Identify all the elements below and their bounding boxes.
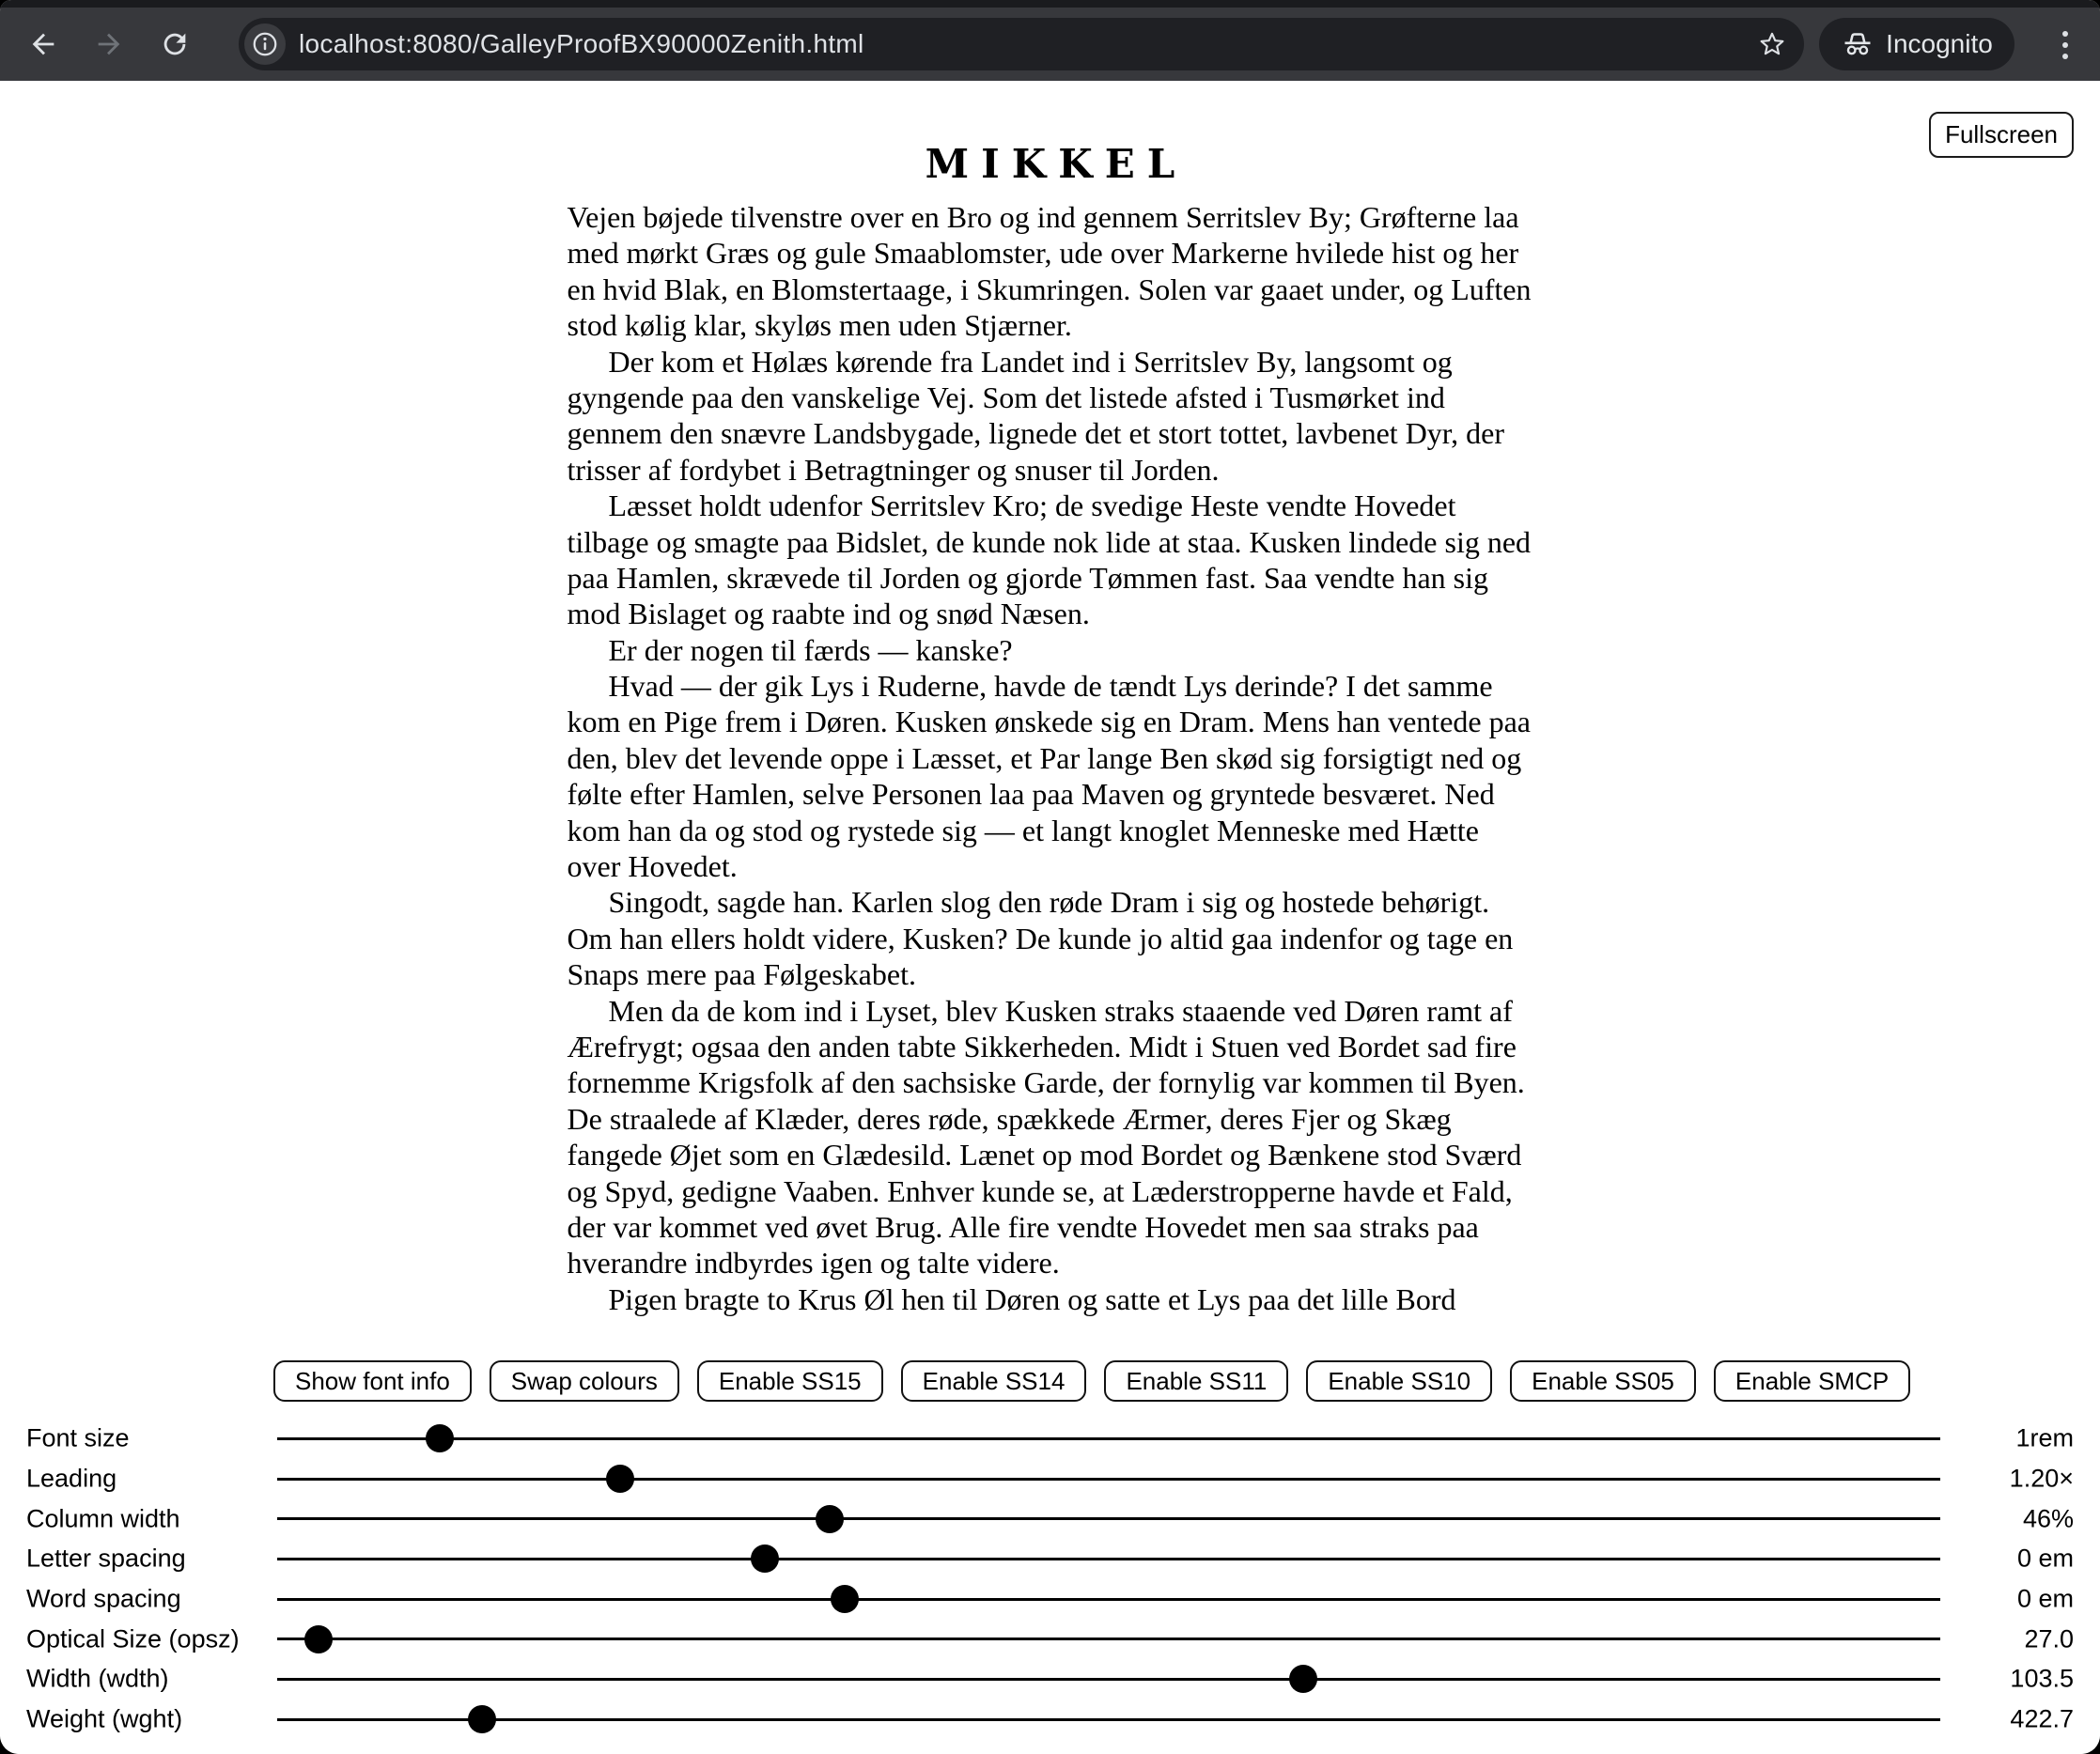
paragraph: Singodt, sagde han. Karlen slog den røde Dram i sig og hostede behørigt. Om han ellers holdt videre, Kusken? De kunde jo altid gaa indenfor og tage en Snaps mere paa Følgeskabet. <box>567 885 1514 992</box>
menu-button[interactable] <box>2061 26 2070 64</box>
menu-dot <box>2062 54 2068 59</box>
paragraph: Pigen bragte to Krus Øl hen til Døren og satte et Lys paa det lille Bord <box>608 1281 1456 1316</box>
slider-row-word-spacing <box>0 1579 2100 1620</box>
paragraph: Læsset holdt udenfor Serritslev Kro; de svedige Heste vendte Hovedet tilbage og smagte paa Bidslet, de kunde nok lide at staa. Kusken lindede sig ned paa Hamlen, skrævede til Jorden og gjorde Tømmen fast. Saa vendte han sig mod Bislaget og raabte ind og snød Næsen. <box>567 489 1532 631</box>
slider-value: 1rem <box>2015 1423 2074 1452</box>
menu-dot <box>2062 42 2068 48</box>
enable-ss11-button[interactable]: Enable SS11 <box>1104 1360 1288 1402</box>
slider-value: 1.20× <box>2009 1464 2074 1493</box>
slider-track[interactable] <box>277 1659 1940 1700</box>
slider-label: Leading <box>26 1464 117 1493</box>
enable-smcp-button[interactable]: Enable SMCP <box>1714 1360 1910 1402</box>
slider-track-line <box>277 1678 1940 1681</box>
slider-label: Optical Size (opsz) <box>26 1624 240 1653</box>
browser-toolbar <box>0 8 2100 81</box>
slider-track[interactable] <box>277 1459 1940 1499</box>
slider-value: 103.5 <box>2010 1664 2074 1693</box>
incognito-icon <box>1841 27 1874 61</box>
slider-label: Word spacing <box>26 1584 181 1613</box>
slider-row-column-width <box>0 1498 2100 1539</box>
slider-panel <box>0 1419 2100 1740</box>
bookmark-button[interactable] <box>1755 27 1789 61</box>
slider-knob[interactable] <box>816 1505 844 1533</box>
slider-knob[interactable] <box>304 1625 333 1653</box>
forward-button[interactable] <box>92 27 126 61</box>
slider-row-weight <box>0 1700 2100 1740</box>
url-text: localhost:8080/GalleyProofBX90000Zenith.html <box>299 29 864 58</box>
fullscreen-button[interactable]: Fullscreen <box>1929 112 2074 158</box>
reload-icon <box>159 28 191 60</box>
enable-ss05-button[interactable]: Enable SS05 <box>1510 1360 1696 1402</box>
slider-row-leading <box>0 1459 2100 1499</box>
slider-label: Column width <box>26 1504 180 1533</box>
slider-label: Weight (wght) <box>26 1704 183 1733</box>
slider-label: Letter spacing <box>26 1544 186 1573</box>
slider-knob[interactable] <box>751 1544 779 1573</box>
back-button[interactable] <box>26 27 60 61</box>
slider-knob[interactable] <box>468 1705 496 1733</box>
slider-label: Width (wdth) <box>26 1664 169 1693</box>
slider-knob[interactable] <box>606 1465 634 1493</box>
menu-dot <box>2062 31 2068 37</box>
slider-value: 0 em <box>2016 1544 2074 1573</box>
slider-row-width <box>0 1659 2100 1700</box>
feature-button-row <box>273 1360 1910 1402</box>
page-title: MIKKEL <box>925 141 1188 187</box>
forward-arrow-icon <box>93 28 125 60</box>
paragraph: Vejen bøjede tilvenstre over en Bro og ind gennem Serritslev By; Grøfterne laa med mørkt Græs og gule Smaablomster, ude over Markerne hvilede hist og her en hvid Blak, en Blomstertaage, i Skumringen. Solen var gaaet under, og Luften stod kølig klar, skyløs men uden Stjærner. <box>567 200 1532 343</box>
incognito-badge <box>1819 18 2014 70</box>
slider-value: 422.7 <box>2010 1704 2074 1733</box>
incognito-label: Incognito <box>1886 29 1993 58</box>
slider-track[interactable] <box>277 1700 1940 1740</box>
enable-ss10-button[interactable]: Enable SS10 <box>1306 1360 1492 1402</box>
slider-track[interactable] <box>277 1619 1940 1659</box>
enable-ss14-button[interactable]: Enable SS14 <box>901 1360 1087 1402</box>
info-icon <box>251 30 279 58</box>
slider-track-line <box>277 1437 1940 1440</box>
slider-track-line <box>277 1718 1940 1721</box>
slider-track-line <box>277 1558 1940 1560</box>
reload-button[interactable] <box>158 27 192 61</box>
slider-row-font-size <box>0 1419 2100 1459</box>
slider-track-line <box>277 1638 1940 1640</box>
slider-track-line <box>277 1478 1940 1481</box>
slider-row-optical-size <box>0 1619 2100 1659</box>
enable-ss15-button[interactable]: Enable SS15 <box>697 1360 883 1402</box>
slider-track[interactable] <box>277 1579 1940 1620</box>
slider-track[interactable] <box>277 1539 1940 1579</box>
slider-track[interactable] <box>277 1419 1940 1459</box>
window-titlebar <box>0 0 2100 8</box>
swap-colours-button[interactable]: Swap colours <box>490 1360 679 1402</box>
page-content <box>0 81 2100 1754</box>
slider-track-line <box>277 1517 1940 1520</box>
slider-label: Font size <box>26 1423 130 1452</box>
site-info-button[interactable] <box>244 23 286 65</box>
paragraph: Hvad — der gik Lys i Ruderne, havde de tændt Lys derinde? I det samme kom en Pige frem i Døren. Kusken ønskede sig en Dram. Mens han ventede paa den, blev det levende oppe i Læsset, et Par lange Ben skød sig forsigtigt ned og følte efter Hamlen, selve Personen laa paa Maven og gryntede besværet. Ned kom han da og stod og rystede sig — et langt knoglet Menneske med Hætte over Hovedet. <box>567 669 1531 884</box>
slider-knob[interactable] <box>831 1585 859 1613</box>
slider-value: 46% <box>2022 1504 2074 1533</box>
paragraph: Der kom et Hølæs kørende fra Landet ind i Serritslev By, langsomt og gyngende paa den vanskelige Vej. Som det listede afsted i Tusmørket ind gennem den snævre Landsbygade, lignede det et stort tottet, lavbenet Dyr, der trisser af fordybet i Betragtninger og snuser til Jorden. <box>567 344 1505 487</box>
slider-row-letter-spacing <box>0 1539 2100 1579</box>
galley-text <box>0 199 2100 1317</box>
bookmark-star-icon <box>1757 29 1787 59</box>
paragraph: Er der nogen til færds — kanske? <box>608 632 1013 667</box>
slider-track-line <box>277 1598 1940 1601</box>
paragraph: Men da de kom ind i Lyset, blev Kusken straks staaende ved Døren ramt af Ærefrygt; ogsaa den anden tabte Sikkerheden. Midt i Stuen ved Bordet sad fire fornemme Krigsfolk af den sachsiske Garde, der fornylig var kommen til Byen. De straalede af Klæder, deres røde, spækkede Ærmer, deres Fjer og Skæg fangede Øjet som en Glædesild. Lænet op mod Bordet og Bænkene stod Sværd og Spyd, gedigne Vaaben. Enhver kunde se, at Læderstropperne havde et Fald, der var kommet ved øvet Brug. Alle fire vendte Hovedet men saa straks paa hverandre indbyrdes igen og talte videre. <box>567 993 1525 1281</box>
slider-track[interactable] <box>277 1498 1940 1539</box>
show-font-info-button[interactable]: Show font info <box>273 1360 472 1402</box>
back-arrow-icon <box>27 28 59 60</box>
slider-knob[interactable] <box>1289 1665 1317 1693</box>
slider-value: 27.0 <box>2024 1624 2074 1653</box>
slider-value: 0 em <box>2016 1584 2074 1613</box>
slider-knob[interactable] <box>426 1424 454 1452</box>
url-bar[interactable] <box>239 18 1804 70</box>
